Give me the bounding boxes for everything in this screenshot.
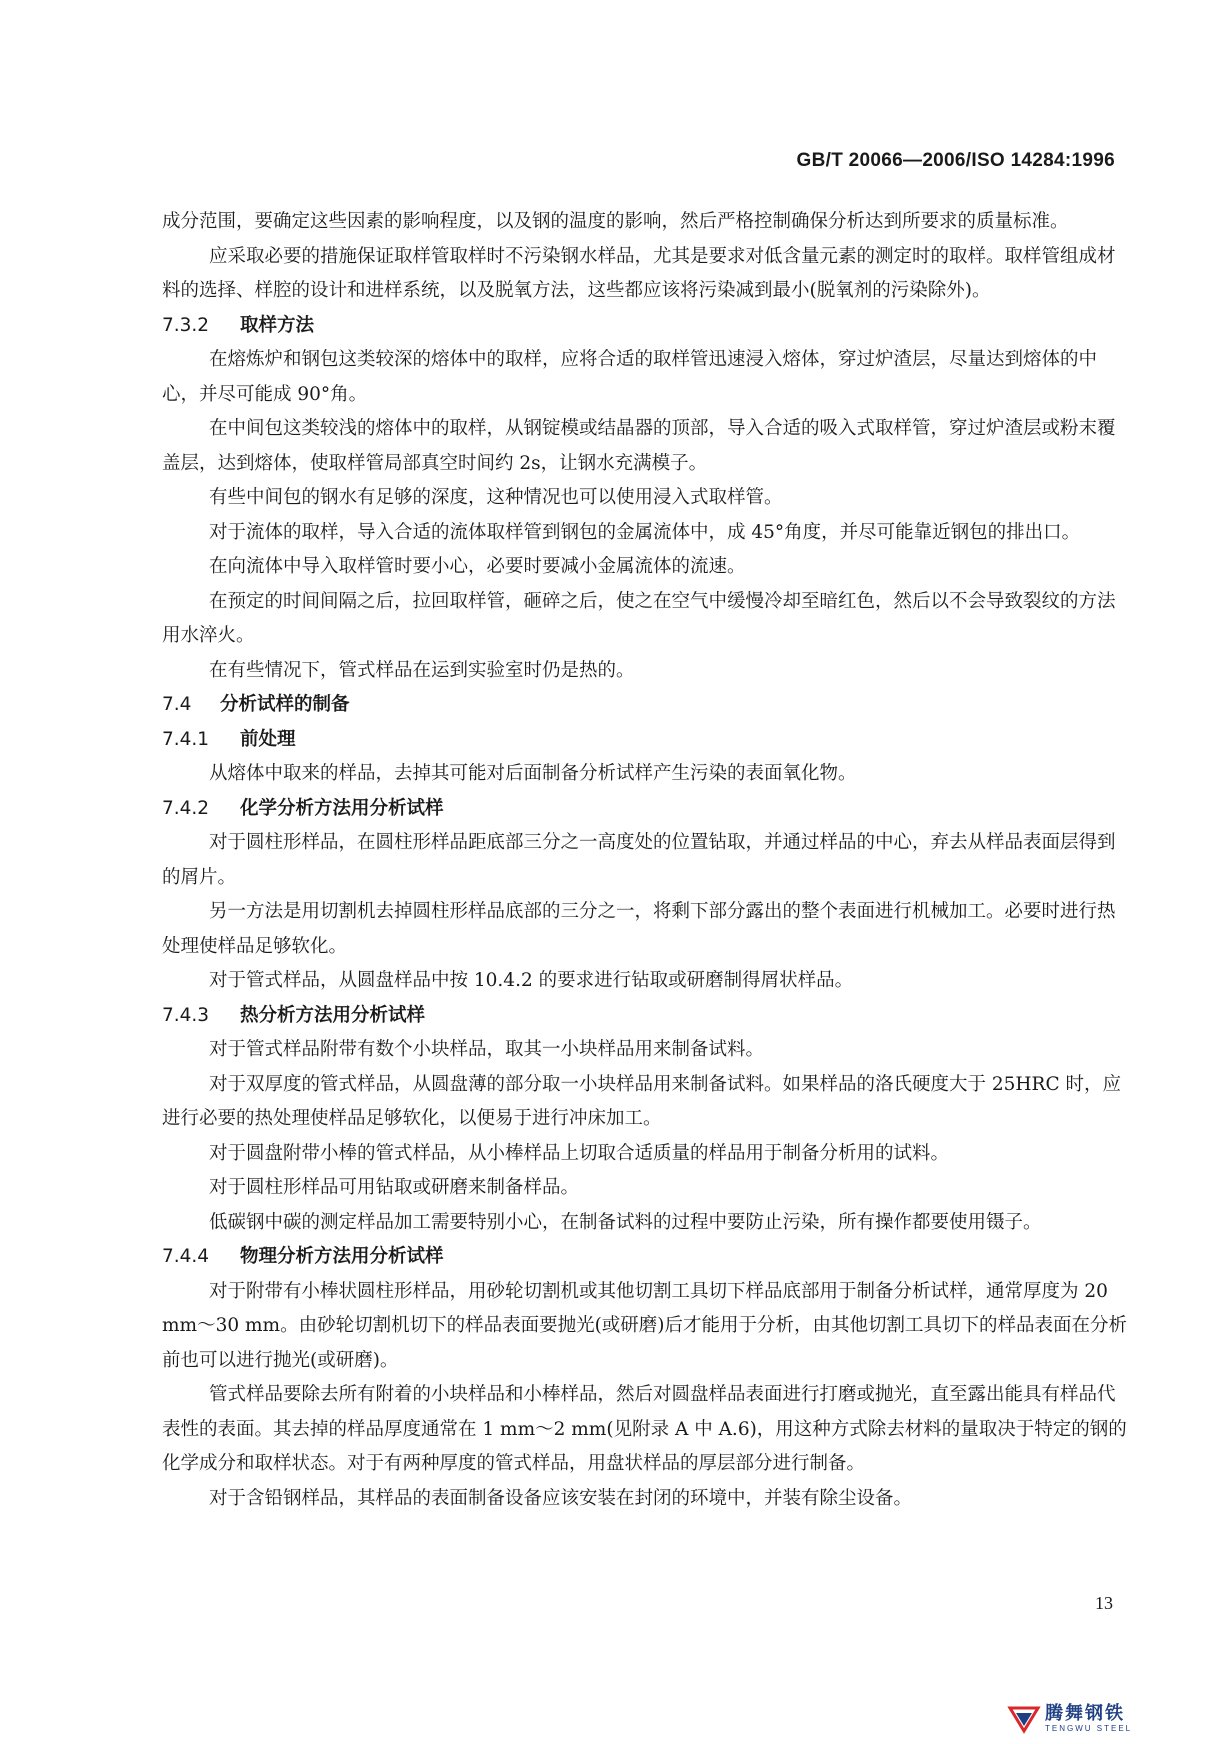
section-number: 7.4.3 [162,1004,210,1026]
paragraph: 对于圆盘附带小棒的管式样品，从小棒样品上切取合适质量的样品用于制备分析用的试料。 [209,1142,950,1164]
section-heading [162,723,1128,758]
paragraph: 对于流体的取样，导入合适的流体取样管到钢包的金属流体中，成 45°角度，并尽可能靠近钢包的排出口。 [209,521,1081,543]
paragraph: 在中间包这类较浅的熔体中的取样，从钢锭模或结晶器的顶部，导入合适的吸入式取样管，穿过炉渣层或粉末覆盖层，达到熔体，使取样管局部真空时间约 2s，让钢水充满模子。 [162,418,1116,474]
section-number: 7.4.1 [162,728,210,750]
section-title: 化学分析方法用分析试样 [240,797,444,819]
tengwu-logo-icon [1007,1704,1041,1734]
section-heading [162,999,1128,1034]
section-heading [162,688,1128,723]
paragraph: 在向流体中导入取样管时要小心，必要时要减小金属流体的流速。 [209,556,746,577]
section-number: 7.4.2 [162,797,210,819]
section-title: 物理分析方法用分析试样 [240,1246,444,1267]
section-number: 7.3.2 [162,314,210,336]
paragraph: 对于含铅钢样品，其样品的表面制备设备应该安装在封闭的环境中，并装有除尘设备。 [209,1487,913,1509]
section-title: 分析试样的制备 [220,694,350,715]
page-number: 13 [1095,1593,1113,1613]
paragraph: 对于管式样品附带有数个小块样品，取其一小块样品用来制备试料。 [209,1039,765,1060]
section-number: 7.4 [162,694,192,715]
paragraph: 对于管式样品，从圆盘样品中按 10.4.2 的要求进行钻取或研磨制得屑状样品。 [209,970,854,991]
logo-name-cn: 腾舞钢铁 [1045,1703,1125,1724]
section-title: 取样方法 [240,314,315,336]
section-heading [162,792,1128,827]
company-logo [1007,1702,1207,1736]
paragraph: 低碳钢中碳的测定样品加工需要特别小心，在制备试料的过程中要防止污染，所有操作都要使用镊子。 [209,1211,1042,1233]
standard-number: GB/T 20066—2006/ISO 14284:1996 [796,150,1115,171]
paragraph: 在熔炼炉和钢包这类较深的熔体中的取样，应将合适的取样管迅速浸入熔体，穿过炉渣层，尽量达到熔体的中心，并尽可能成 90°角。 [162,349,1098,405]
paragraph: 对于圆柱形样品，在圆柱形样品距底部三分之一高度处的位置钻取，并通过样品的中心，弃去从样品表面层得到的屑片。 [162,832,1116,888]
section-heading [162,1240,1128,1275]
document-body [162,205,1128,1516]
paragraph: 成分范围，要确定这些因素的影响程度，以及钢的温度的影响，然后严格控制确保分析达到所要求的质量标准。 [162,211,1069,232]
section-number: 7.4.4 [162,1246,210,1267]
paragraph: 应采取必要的措施保证取样管取样时不污染钢水样品，尤其是要求对低含量元素的测定时的取样。取样管组成材料的选择、样腔的设计和进样系统，以及脱氧方法，这些都应该将污染减到最小(脱氧剂的污染除外)。 [162,245,1116,301]
logo-name-en: TENGWU STEEL [1045,1724,1133,1733]
paragraph: 在有些情况下，管式样品在运到实验室时仍是热的。 [209,659,635,681]
paragraph: 对于圆柱形样品可用钻取或研磨来制备样品。 [209,1177,580,1198]
paragraph: 管式样品要除去所有附着的小块样品和小棒样品，然后对圆盘样品表面进行打磨或抛光，直至露出能具有样品代表性的表面。其去掉的样品厚度通常在 1 mm～2 mm(见附录 A 中 A.6)，用这种方式除去材料的量取决于特定的钢的化学成分和取样状态。对于有两种厚度的管式样品，用盘状样品的厚层部分进行制备。 [162,1384,1127,1474]
section-title: 前处理 [240,728,296,750]
paragraph: 对于双厚度的管式样品，从圆盘薄的部分取一小块样品用来制备试料。如果样品的洛氏硬度大于 25HRC 时，应进行必要的热处理使样品足够软化，以便易于进行冲床加工。 [162,1073,1122,1129]
paragraph: 从熔体中取来的样品，去掉其可能对后面制备分析试样产生污染的表面氧化物。 [209,763,857,784]
paragraph: 在预定的时间间隔之后，拉回取样管，砸碎之后，使之在空气中缓慢冷却至暗红色，然后以不会导致裂纹的方法用水淬火。 [162,590,1116,646]
section-title: 热分析方法用分析试样 [240,1004,426,1026]
paragraph: 有些中间包的钢水有足够的深度，这种情况也可以使用浸入式取样管。 [209,487,783,508]
section-heading [162,309,1128,344]
paragraph: 另一方法是用切割机去掉圆柱形样品底部的三分之一，将剩下部分露出的整个表面进行机械加工。必要时进行热处理使样品足够软化。 [162,901,1116,957]
paragraph: 对于附带有小棒状圆柱形样品，用砂轮切割机或其他切割工具切下样品底部用于制备分析试样，通常厚度为 20 mm～30 mm。由砂轮切割机切下的样品表面要抛光(或研磨)后才能用于分析，由其他切割工具切下的样品表面在分析前也可以进行抛光(或研磨)。 [162,1280,1128,1371]
